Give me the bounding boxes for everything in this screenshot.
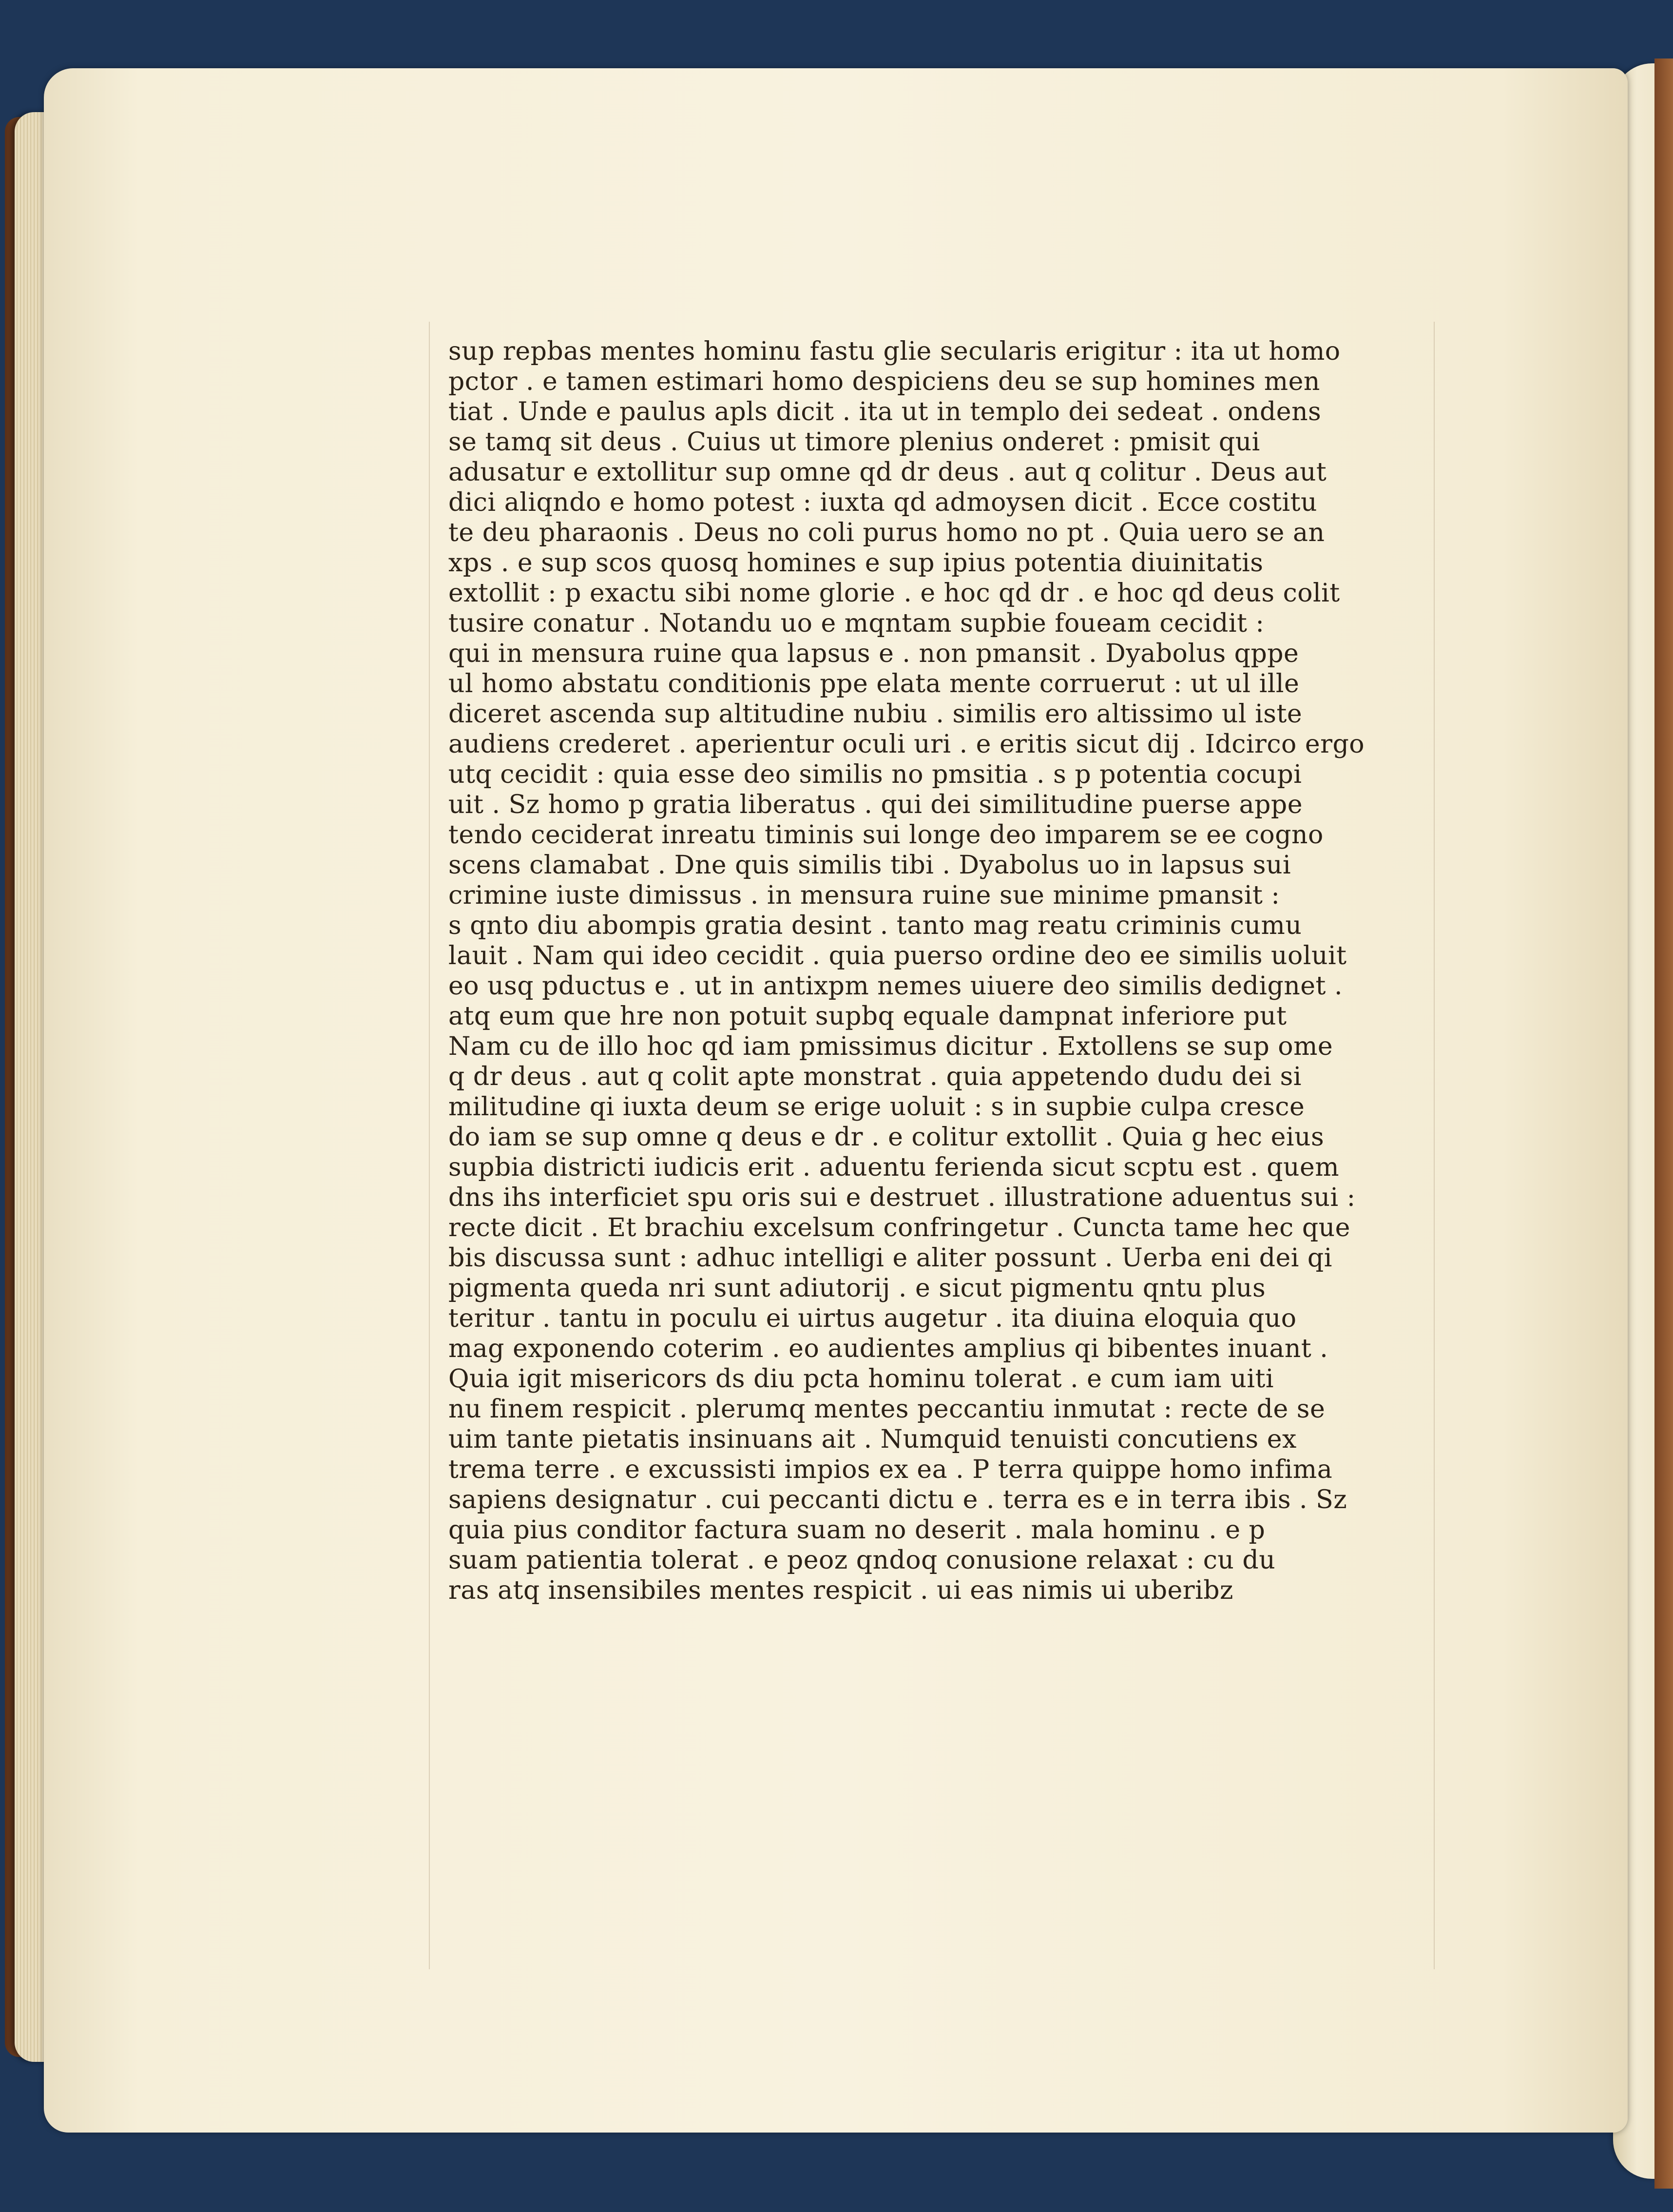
- text-line: supbia districti iudicis erit . aduentu ferienda sicut scptu est . quem: [448, 1153, 1340, 1182]
- text-line: atq eum que hre non potuit supbq equale dampnat inferiore put: [448, 1002, 1287, 1031]
- text-line: crimine iuste dimissus . in mensura ruine sue minime pmansit :: [448, 881, 1280, 910]
- text-line: audiens crederet . aperientur oculi uri . e eritis sicut dij . Idcirco ergo: [448, 730, 1365, 759]
- text-line: mag exponendo coterim . eo audientes amplius qi bibentes inuant .: [448, 1334, 1328, 1363]
- text-line: quia pius conditor factura suam no deserit . mala hominu . e p: [448, 1515, 1266, 1545]
- text-line: tiat . Unde e paulus apls dicit . ita ut in templo dei sedeat . ondens: [448, 397, 1322, 427]
- text-line: tusire conatur . Notandu uo e mqntam supbie foueam cecidit :: [448, 609, 1265, 638]
- text-line: uit . Sz homo p gratia liberatus . qui dei similitudine puerse appe: [448, 790, 1303, 819]
- text-line: tendo ceciderat inreatu timinis sui longe deo imparem se ee cogno: [448, 820, 1324, 850]
- text-line: diceret ascenda sup altitudine nubiu . similis ero altissimo ul iste: [448, 699, 1303, 729]
- text-line: pigmenta queda nri sunt adiutorij . e sicut pigmentu qntu plus: [448, 1274, 1266, 1303]
- text-line: scens clamabat . Dne quis similis tibi . Dyabolus uo in lapsus sui: [448, 851, 1291, 880]
- text-line: Quia igit misericors ds diu pcta hominu tolerat . e cum iam uiti: [448, 1364, 1274, 1394]
- text-line: utq cecidit : quia esse deo similis no pmsitia . s p potentia cocupi: [448, 760, 1302, 789]
- text-line: s qnto diu abompis gratia desint . tanto mag reatu criminis cumu: [448, 911, 1302, 940]
- text-line: ul homo abstatu conditionis ppe elata mente corruerut : ut ul ille: [448, 669, 1300, 699]
- text-line: teritur . tantu in poculu ei uirtus augetur . ita diuina eloquia quo: [448, 1304, 1297, 1333]
- text-line: q dr deus . aut q colit apte monstrat . quia appetendo dudu dei si: [448, 1062, 1302, 1091]
- text-line: qui in mensura ruine qua lapsus e . non pmansit . Dyabolus qppe: [448, 639, 1299, 668]
- text-line: adusatur e extollitur sup omne qd dr deus . aut q colitur . Deus aut: [448, 458, 1327, 487]
- text-line: trema terre . e excussisti impios ex ea . P terra quippe homo infima: [448, 1455, 1333, 1484]
- text-line: bis discussa sunt : adhuc intelligi e aliter possunt . Uerba eni dei qi: [448, 1243, 1332, 1273]
- text-line: dns ihs interficiet spu oris sui e destruet . illustratione aduentus sui :: [448, 1183, 1356, 1212]
- text-line: extollit : p exactu sibi nome glorie . e hoc qd dr . e hoc qd deus colit: [448, 579, 1340, 608]
- text-line: sapiens designatur . cui peccanti dictu e . terra es e in terra ibis . Sz: [448, 1485, 1347, 1514]
- text-line: sup repbas mentes hominu fastu glie secularis erigitur : ita ut homo: [448, 337, 1341, 366]
- text-line: xps . e sup scos quosq homines e sup ipius potentia diuinitatis: [448, 548, 1264, 578]
- text-line: militudine qi iuxta deum se erige uoluit : s in supbie culpa cresce: [448, 1092, 1305, 1122]
- text-line: Nam cu de illo hoc qd iam pmissimus dicitur . Extollens se sup ome: [448, 1032, 1333, 1061]
- text-line: lauit . Nam qui ideo cecidit . quia puerso ordine deo ee similis uoluit: [448, 941, 1347, 970]
- text-line: ras atq insensibiles mentes respicit . ui eas nimis ui uberibz: [448, 1576, 1233, 1605]
- book-cover-right: [1654, 58, 1673, 2189]
- manuscript-text-block: [448, 336, 1442, 1606]
- text-line: te deu pharaonis . Deus no coli purus homo no pt . Quia uero se an: [448, 518, 1325, 547]
- text-line: recte dicit . Et brachiu excelsum confringetur . Cuncta tame hec que: [448, 1213, 1350, 1242]
- text-line: nu finem respicit . plerumq mentes peccantiu inmutat : recte de se: [448, 1395, 1326, 1424]
- text-line: pctor . e tamen estimari homo despiciens deu se sup homines men: [448, 367, 1320, 396]
- text-line: se tamq sit deus . Cuius ut timore plenius onderet : pmisit qui: [448, 427, 1260, 457]
- text-line: eo usq pductus e . ut in antixpm nemes uiuere deo similis dedignet .: [448, 971, 1343, 1001]
- text-line: dici aliqndo e homo potest : iuxta qd admoysen dicit . Ecce costitu: [448, 488, 1317, 517]
- text-line: suam patientia tolerat . e peoz qndoq conusione relaxat : cu du: [448, 1546, 1276, 1575]
- text-line: uim tante pietatis insinuans ait . Numquid tenuisti concutiens ex: [448, 1425, 1297, 1454]
- text-line: do iam se sup omne q deus e dr . e colitur extollit . Quia g hec eius: [448, 1123, 1325, 1152]
